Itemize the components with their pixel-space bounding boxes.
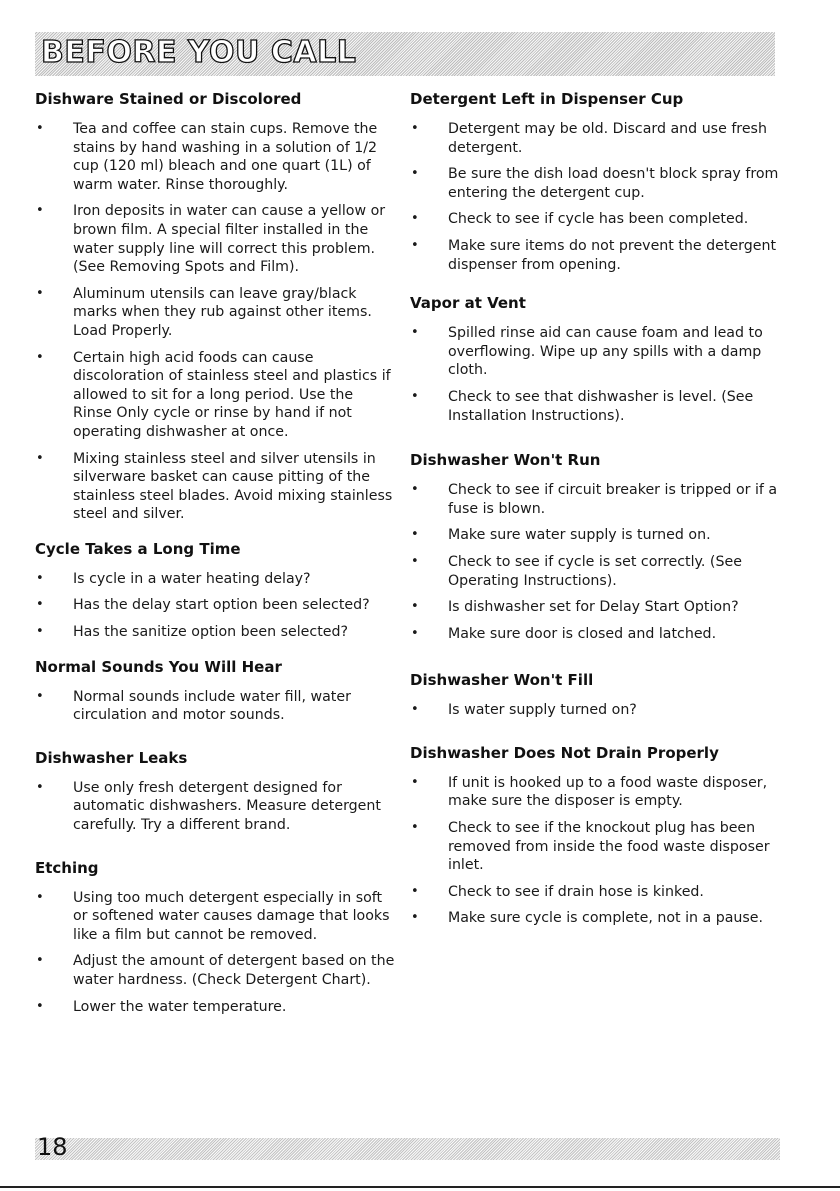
list-item: • Use only fresh detergent designed for automatic dishwashers. Measure detergent carefully. Try a different brand. [35, 779, 395, 835]
list-item: • Adjust the amount of detergent based on the water hardness. (Check Detergent Chart). [35, 952, 395, 989]
list-item: • Make sure cycle is complete, not in a pause. [410, 909, 780, 928]
list-item: • Spilled rinse aid can cause foam and lead to overflowing. Wipe up any spills with a damp cloth. [410, 324, 780, 380]
list-item: • Using too much detergent especially in soft or softened water causes damage that looks like a film but cannot be removed. [35, 889, 395, 945]
list-item: • Check to see if circuit breaker is tripped or if a fuse is blown. [410, 481, 780, 518]
list-item: • Check to see that dishwasher is level. (See Installation Instructions). [410, 388, 780, 425]
section-etching [35, 859, 395, 1017]
list-item: • Has the delay start option been selected? [35, 596, 395, 615]
section-heading: Dishwasher Does Not Drain Properly [410, 743, 719, 762]
section-heading: Detergent Left in Dispenser Cup [410, 90, 684, 108]
list-item: • Lower the water temperature. [35, 998, 395, 1017]
section-heading: Etching [35, 858, 99, 877]
list-item: • Check to see if cycle has been completed. [410, 210, 780, 229]
list-item: • Check to see if drain hose is kinked. [410, 883, 780, 902]
list-item: • Iron deposits in water can cause a yellow or brown film. A special filter installed in the water supply line will correct this problem. (See Removing Spots and Film). [35, 202, 395, 276]
list-item: • Make sure water supply is turned on. [410, 526, 780, 545]
section-heading: Dishware Stained or Discolored [35, 90, 302, 108]
section-heading: Cycle Takes a Long Time [35, 539, 241, 558]
bullet-list [35, 889, 395, 1017]
bullet-list [35, 570, 395, 642]
bullet-list [410, 701, 780, 720]
section-leaks [35, 749, 395, 835]
list-item: • Has the sanitize option been selected? [35, 623, 395, 642]
bullet-list [410, 324, 780, 425]
section-heading: Dishwasher Leaks [35, 748, 188, 767]
right-column [410, 90, 780, 936]
section-wont-fill [410, 671, 780, 720]
section-not-drain [410, 744, 780, 928]
bullet-list [35, 120, 395, 524]
list-item: • Check to see if cycle is set correctly. (See Operating Instructions). [410, 553, 780, 590]
bullet-list [410, 774, 780, 928]
bullet-list [35, 688, 395, 725]
section-normal-sounds [35, 658, 395, 725]
list-item: • Tea and coffee can stain cups. Remove the stains by hand washing in a solution of 1/2 cup (120 ml) bleach and one quart (1L) of warm water. Rinse thoroughly. [35, 120, 395, 194]
section-heading: Vapor at Vent [410, 294, 526, 313]
list-item: • Mixing stainless steel and silver utensils in silverware basket can cause pitting of the stainless steel blades. Avoid mixing stainless steel and silver. [35, 450, 395, 524]
list-item: • Aluminum utensils can leave gray/black marks when they rub against other items. Load Properly. [35, 285, 395, 341]
left-column [35, 90, 395, 1024]
section-heading: Normal Sounds You Will Hear [35, 657, 282, 676]
page-number: 18 [37, 1133, 68, 1161]
section-detergent-left [410, 90, 780, 274]
list-item: • Is water supply turned on? [410, 701, 780, 720]
list-item: • Is cycle in a water heating delay? [35, 570, 395, 589]
page-bottom-rule [0, 1186, 840, 1188]
list-item: • Normal sounds include water fill, water circulation and motor sounds. [35, 688, 395, 725]
list-item: • Make sure door is closed and latched. [410, 625, 780, 644]
list-item: • Make sure items do not prevent the detergent dispenser from opening. [410, 237, 780, 274]
list-item: • Is dishwasher set for Delay Start Option? [410, 598, 780, 617]
list-item: • Detergent may be old. Discard and use fresh detergent. [410, 120, 780, 157]
list-item: • Certain high acid foods can cause discoloration of stainless steel and plastics if allowed to sit for a long period. Use the Rinse Only cycle or rinse by hand if not operating dishwasher at once. [35, 349, 395, 442]
bullet-list [410, 120, 780, 274]
list-item: • If unit is hooked up to a food waste disposer, make sure the disposer is empty. [410, 774, 780, 811]
bullet-list [410, 481, 780, 643]
list-item: • Be sure the dish load doesn't block spray from entering the detergent cup. [410, 165, 780, 202]
page-title: BEFORE YOU CALL [41, 35, 357, 70]
list-item: • Check to see if the knockout plug has been removed from inside the food waste disposer inlet. [410, 819, 780, 875]
section-heading: Dishwasher Won't Run [410, 451, 601, 470]
section-wont-run [410, 451, 780, 643]
section-vapor-vent [410, 294, 780, 425]
bullet-list [35, 779, 395, 835]
footer-bar [35, 1133, 780, 1161]
section-heading: Dishwasher Won't Fill [410, 671, 594, 690]
header-banner [35, 32, 775, 76]
section-cycle-long [35, 540, 395, 642]
section-dishware-stained [35, 90, 395, 524]
